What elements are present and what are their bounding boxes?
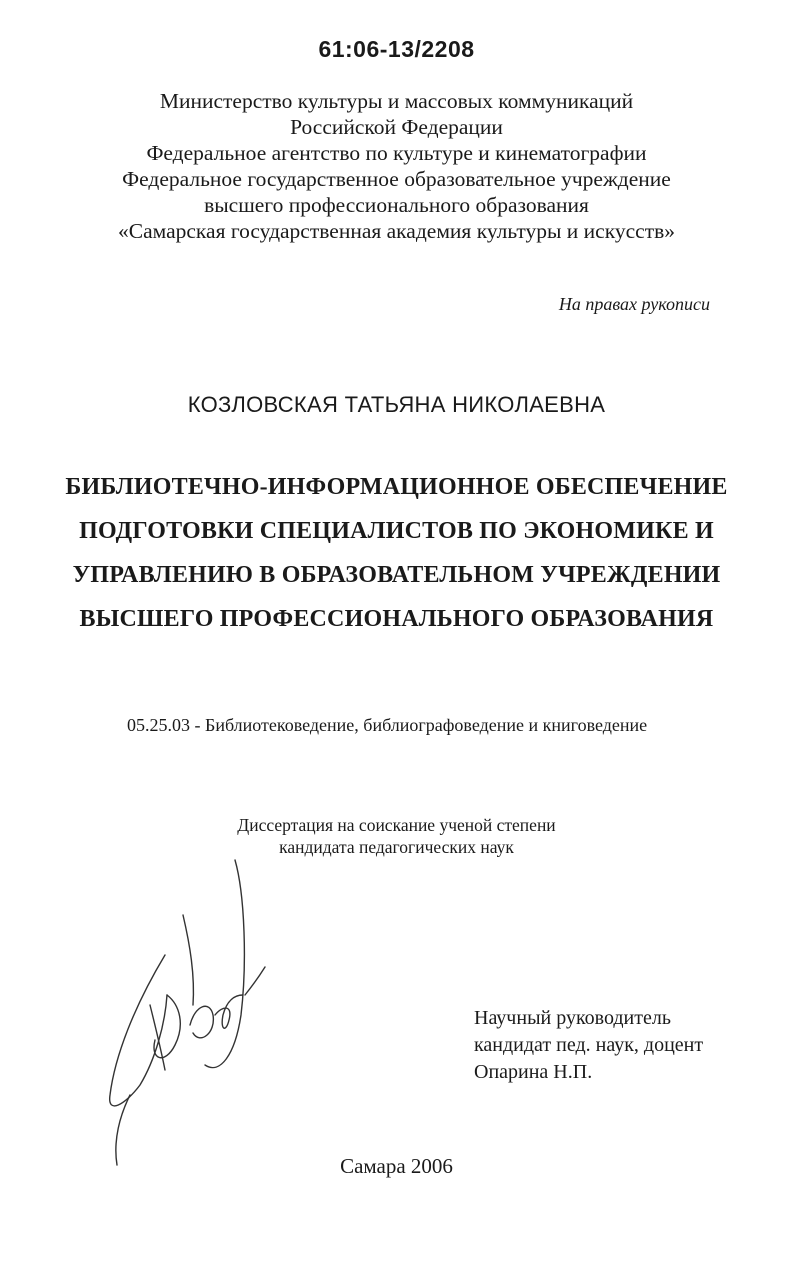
org-line-ministry: Министерство культуры и массовых коммуникаций [159,89,634,113]
org-line-agency: Федеральное агентство по культуре и кинематографии [146,141,647,165]
city-year: Самара 2006 [340,1154,453,1178]
org-line-country: Российской Федерации [290,115,503,139]
scientific-supervisor [474,1005,784,1086]
organization-header [0,88,793,244]
title-line: ВЫСШЕГО ПРОФЕССИОНАЛЬНОГО ОБРАЗОВАНИЯ [79,606,714,632]
degree-line: Диссертация на соискание ученой степени [237,815,556,835]
title-line: ПОДГОТОВКИ СПЕЦИАЛИСТОВ ПО ЭКОНОМИКЕ И [79,518,714,544]
title-line: УПРАВЛЕНИЮ В ОБРАЗОВАТЕЛЬНОМ УЧРЕЖДЕНИИ [72,562,721,588]
title-line: БИБЛИОТЕЧНО-ИНФОРМАЦИОННОЕ ОБЕСПЕЧЕНИЕ [65,474,728,500]
supervisor-role: Научный руководитель [474,1007,671,1029]
org-line-education-level: высшего профессионального образования [204,193,589,217]
degree-statement [0,814,793,858]
supervisor-degree: кандидат пед. наук, доцент [474,1034,704,1056]
registration-stamp: 61:06-13/2208 [318,36,475,62]
manuscript-rights-note: На правах рукописи [558,294,710,314]
author-name: КОЗЛОВСКАЯ ТАТЬЯНА НИКОЛАЕВНА [187,392,606,417]
degree-line: кандидата педагогических наук [279,837,514,857]
handwritten-signature [95,855,285,1175]
org-line-academy-name: «Самарская государственная академия культуры и искусств» [118,219,675,243]
specialty-code: 05.25.03 - Библиотековедение, библиографоведение и книговедение [127,715,648,735]
dissertation-title [0,465,793,641]
supervisor-name: Опарина Н.П. [474,1061,593,1083]
org-line-institution-type: Федеральное государственное образовательное учреждение [122,167,671,191]
